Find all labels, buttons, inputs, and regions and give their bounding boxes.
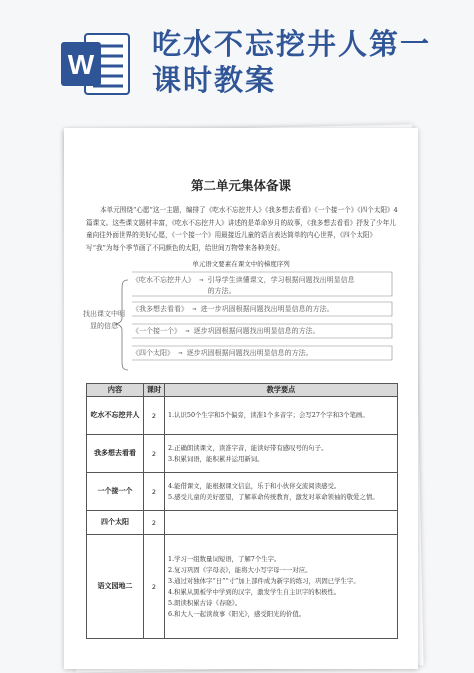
intro-paragraph: 本单元围绕“心愿”这一主题，编排了《吃水不忘挖井人》《我多想去看看》《一个接一个》《四个太阳》4篇课文。这些课文题材丰富，《吃水不忘挖井人》讲述的是革命岁月的故事，《我多想去看看》抒发了少年儿童向往外面世界的美好心愿，《一个接一个》用最接近儿童的语言表达简单的内心世界，《四个太阳》写“我”为每个季节画了不同颜色的太阳，给世间万物带来各种美好。 <box>86 206 398 252</box>
sequence-row <box>132 326 320 337</box>
lesson-name: 我多想去看看 <box>87 435 144 473</box>
sequence-row-lesson: 《我多想去看看》 <box>132 305 188 313</box>
teaching-point: 5.感受儿童的美好愿望，了解革命传统教育，激发对革命领袖的敬爱之情。 <box>168 492 379 501</box>
arrow-icon: ⇒ <box>192 305 197 313</box>
sequence-row <box>132 304 334 315</box>
table-row <box>87 535 398 639</box>
teaching-plan-table <box>86 383 398 639</box>
sequence-row-lesson: 《吃水不忘挖井人》 <box>132 276 195 284</box>
table-row <box>87 397 398 435</box>
lesson-name: 语文园地二 <box>87 535 144 639</box>
sequence-row-text: 逐步巩固根据问题找出明显信息的方法。 <box>186 349 313 357</box>
lesson-hours: 2 <box>144 473 165 511</box>
lesson-hours: 2 <box>144 535 165 639</box>
lesson-points <box>165 535 398 639</box>
page-header <box>0 0 474 120</box>
teaching-point: 3.通过对独体字“日”“寸”加上部件成为新字的练习，巩固已学生字。 <box>168 576 360 585</box>
sequence-row-lesson: 《一个接一个》 <box>132 327 181 335</box>
teaching-point: 4.能借课文，能根据课文信息，乐于和小伙伴交流阅读感受。 <box>168 481 341 490</box>
header-points: 教学要点 <box>165 384 398 397</box>
sequence-row <box>132 348 313 359</box>
lesson-hours: 2 <box>144 435 165 473</box>
arrow-icon: ⇒ <box>199 276 204 284</box>
lesson-name: 吃水不忘挖井人 <box>87 397 144 435</box>
header-content: 内容 <box>87 384 144 397</box>
sequence-label: 找出课文中明显的信息 <box>83 310 125 330</box>
sequence-caption: 单元语文要素在课文中的梯度序列 <box>192 260 290 268</box>
lesson-points <box>165 511 398 535</box>
teaching-point: 5.朗读积累古诗《春晓》。 <box>168 598 242 607</box>
teaching-point: 3.积累词语，能积累并运用新词。 <box>168 454 264 463</box>
word-document-icon <box>59 32 131 96</box>
lesson-hours: 2 <box>144 397 165 435</box>
sequence-row-text: 逐步巩固根据问题找出明显信息的方法。 <box>193 327 320 335</box>
table-header-row <box>87 384 398 397</box>
arrow-icon: ⇒ <box>178 349 183 357</box>
lesson-hours: 2 <box>144 511 165 535</box>
teaching-point: 1.学习一组数量词短语，了解7个生字。 <box>168 554 281 563</box>
document-title: 吃水不忘挖井人第一课时教案 <box>152 27 432 97</box>
header-hours: 课时 <box>144 384 165 397</box>
teaching-point: 1.认识50个生字和5个偏旁，读准1个多音字；会写27个字和3个笔画。 <box>168 411 369 419</box>
sequence-diagram <box>82 268 398 380</box>
lesson-points <box>165 473 398 511</box>
sequence-row <box>132 275 358 297</box>
arrow-icon: ⇒ <box>185 327 190 335</box>
sequence-row-text: 进一步巩固根据问题找出明显信息的方法。 <box>200 305 334 313</box>
teaching-point: 2.复习巩固《字母表》，能将大小写字母一一对应。 <box>168 565 312 574</box>
teaching-point: 6.和大人一起读故事《阳光》，感受阳光的价值。 <box>168 609 306 618</box>
lesson-name: 一个接一个 <box>87 473 144 511</box>
word-icon-letter: W <box>67 49 95 80</box>
sequence-row-text: 引导学生读懂课文，学习根据问题找出明显信息的方法。 <box>207 276 355 295</box>
teaching-point: 4.积累从黑板学中学到的汉字，激发学生自主识字的积极性。 <box>168 587 341 596</box>
document-page <box>64 128 418 669</box>
sequence-row-lesson: 《四个太阳》 <box>132 349 174 357</box>
table-row <box>87 473 398 511</box>
table-row <box>87 435 398 473</box>
lesson-points <box>165 397 398 435</box>
lesson-name: 四个太阳 <box>87 511 144 535</box>
lesson-points <box>165 435 398 473</box>
table-row <box>87 511 398 535</box>
teaching-point: 2.正确朗读课文，读准字音，能读好带有感叹号的句子。 <box>168 443 328 452</box>
unit-title: 第二单元集体备课 <box>190 178 291 193</box>
